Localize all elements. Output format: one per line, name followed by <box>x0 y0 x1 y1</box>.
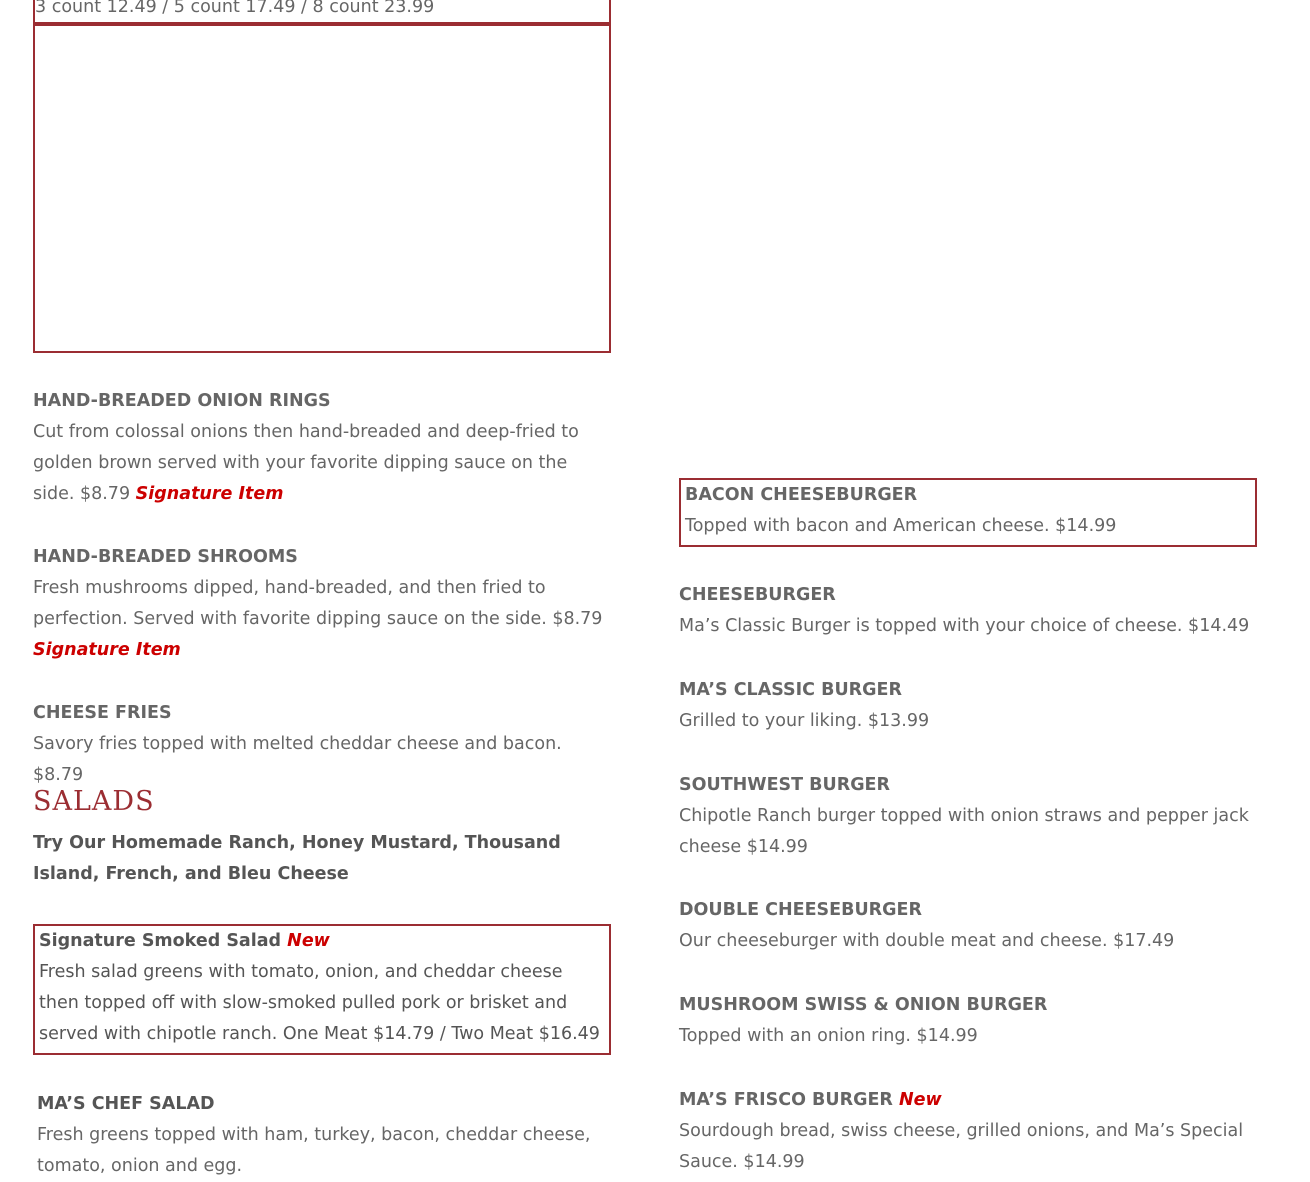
item-name: CHEESE FRIES <box>33 703 172 723</box>
item-name: SOUTHWEST BURGER <box>679 775 890 795</box>
menu-item-mushroom-swiss-burger <box>679 990 1257 1052</box>
item-desc: Ma’s Classic Burger is topped with your choice of cheese. $14.49 <box>679 616 1250 636</box>
menu-item-frisco-burger <box>679 1085 1257 1178</box>
item-name: CHEESEBURGER <box>679 585 836 605</box>
menu-item-onion-rings <box>33 386 611 510</box>
image-panel <box>33 26 611 353</box>
menu-item-signature-salad <box>33 924 611 1055</box>
item-name: HAND-BREADED SHROOMS <box>33 547 298 567</box>
item-name: MA’S FRISCO BURGER New <box>679 1090 942 1110</box>
menu-item-southwest-burger <box>679 770 1257 863</box>
item-name: MA’S CHEF SALAD <box>37 1094 215 1114</box>
menu-item-classic-burger <box>679 675 1257 737</box>
item-desc: Chipotle Ranch burger topped with onion straws and pepper jack cheese $14.99 <box>679 806 1249 857</box>
salads-heading: SALADS <box>33 786 155 817</box>
menu-item-chef-salad <box>33 1089 611 1182</box>
menu-item-cheese-fries <box>33 698 611 791</box>
signature-tag: Signature Item <box>33 640 181 660</box>
menu-item-cheeseburger <box>679 580 1257 642</box>
menu-item-bacon-cheeseburger <box>679 478 1257 547</box>
item-name: BACON CHEESEBURGER <box>685 485 918 505</box>
top-pricing-box <box>33 0 611 26</box>
item-desc: Fresh salad greens with tomato, onion, and cheddar cheese then topped off with slow-smoked pulled pork or brisket and served with chipotle ranch. One Meat $14.79 / Two Meat $16.49 <box>39 962 600 1044</box>
item-name: Signature Smoked Salad New <box>39 931 330 951</box>
menu-item-double-cheeseburger <box>679 895 1257 957</box>
signature-tag: Signature Item <box>135 484 284 504</box>
item-desc: Sourdough bread, swiss cheese, grilled onions, and Ma’s Special Sauce. $14.99 <box>679 1121 1244 1172</box>
item-name: DOUBLE CHEESEBURGER <box>679 900 922 920</box>
new-tag: New <box>287 931 330 951</box>
item-desc: Grilled to your liking. $13.99 <box>679 711 930 731</box>
item-desc: Fresh greens topped with ham, turkey, bacon, cheddar cheese, tomato, onion and egg. <box>37 1125 591 1176</box>
item-desc: Fresh mushrooms dipped, hand-breaded, and then fried to perfection. Served with favorite dipping sauce on the side. $8.79 Signature Item <box>33 578 603 660</box>
item-desc: Topped with an onion ring. $14.99 <box>679 1026 978 1046</box>
item-name: MA’S CLASSIC BURGER <box>679 680 902 700</box>
item-desc: Our cheeseburger with double meat and cheese. $17.49 <box>679 931 1175 951</box>
item-name: HAND-BREADED ONION RINGS <box>33 391 331 411</box>
dressings-note: Try Our Homemade Ranch, Honey Mustard, Thousand Island, French, and Bleu Cheese <box>33 833 561 884</box>
item-desc: Cut from colossal onions then hand-breaded and deep-fried to golden brown served with your favorite dipping sauce on the side. $8.79 Signature Item <box>33 422 579 504</box>
menu-item-shrooms <box>33 542 611 666</box>
item-desc: Topped with bacon and American cheese. $14.99 <box>685 516 1117 536</box>
pricing-text: 3 count 12.49 / 5 count 17.49 / 8 count 23.99 <box>35 0 435 17</box>
item-name: MUSHROOM SWISS & ONION BURGER <box>679 995 1048 1015</box>
item-desc: Savory fries topped with melted cheddar cheese and bacon. $8.79 <box>33 734 562 785</box>
new-tag: New <box>898 1090 942 1110</box>
